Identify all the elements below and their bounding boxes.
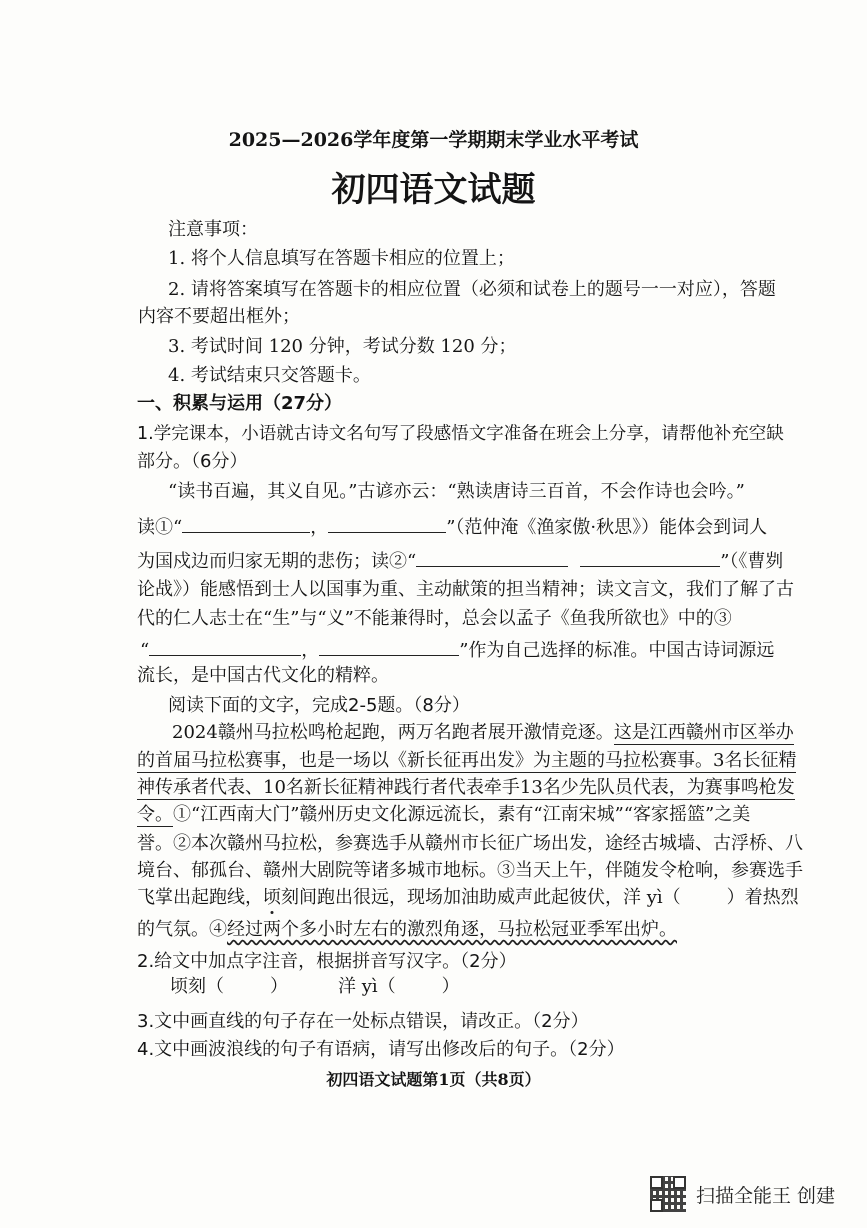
answer-blank[interactable] (328, 514, 446, 533)
passage-text: ， (310, 517, 329, 538)
scanner-watermark (650, 1176, 835, 1212)
qr-code-icon (650, 1176, 686, 1212)
dotted-character: 顷 (263, 887, 281, 908)
notice-heading: 注意事项： (168, 219, 258, 240)
notice-item: 4. 考试结束只交答题卡。 (168, 365, 371, 386)
straight-underline-text: 这是江西赣州市区举办 (613, 722, 794, 743)
reading-line: 誉。②本次赣州马拉松，参赛选手从赣州市长征广场出发，途经古城墙、古浮桥、八 (137, 833, 803, 854)
exam-header: 2025—2026学年度第一学期期末学业水平考试 (228, 129, 639, 151)
reading-text: 飞掌出起跑线， (137, 887, 263, 908)
question-3-stem: 3.文中画直线的句子存在一处标点错误，请改正。（2分） (137, 1011, 589, 1032)
fill-line-1 (137, 514, 767, 540)
wavy-underline-text: 经过两个多小时左右的激烈角逐，马拉松冠亚季军出炉。 (227, 919, 677, 940)
paren-close: ） (270, 976, 288, 997)
passage-text: 读①“ (137, 517, 183, 538)
pinyin-prompt: 顷刻（ (170, 976, 224, 997)
reading-line (137, 776, 795, 800)
passage-line: 代的仁人志士在“生”与“义”不能兼得时，总会以孟子《鱼我所欲也》中的③ (137, 608, 732, 629)
answer-blank[interactable] (319, 637, 459, 656)
reading-line (137, 803, 750, 827)
fill-line-2 (137, 548, 783, 574)
reading-text: ①“江西南大门”赣州历史文化源远流长，素有“江南宋城”“客家摇篮”之美 (173, 804, 751, 825)
hanzi-prompt: 洋 yì（ (338, 976, 396, 997)
notice-item: 3. 考试时间 120 分钟，考试分数 120 分； (168, 336, 517, 357)
straight-underline-text: 令。 (137, 804, 173, 825)
reading-text: ）着热烈 (726, 887, 799, 908)
passage-line: “读书百遍，其义自见。”古谚亦云：“熟读唐诗三百首，不会作诗也会吟。” (168, 481, 745, 502)
straight-underline-text: 神传承者代表、10名新长征精神践行者代表牵手13名少先队员代表，为赛事鸣枪发 (137, 777, 795, 798)
passage-text: “ (140, 640, 150, 661)
fill-line-3 (140, 637, 774, 663)
straight-underline-text: 的首届马拉松赛事，也是一场以《新长征再出发》为主题的马拉松赛事。3名长征精 (137, 750, 797, 771)
passage-line: 论战》）能感悟到士人以国事为重、主动献策的担当精神；读文言文，我们了解了古 (137, 579, 794, 600)
reading-line (137, 918, 677, 942)
answer-blank[interactable] (416, 548, 568, 567)
paren-close: ） (441, 976, 460, 997)
question-1-stem: 1.学完课本，小语就古诗文名句写了段感悟文字准备在班会上分享，请帮他补充空缺 (137, 424, 784, 444)
passage-text: ”（《曹刿 (720, 551, 784, 572)
question-2-stem: 2.给文中加点字注音，根据拼音写汉字。（2分） (137, 951, 517, 972)
reading-text: 的气氛。④ (137, 919, 227, 940)
page-footer: 初四语文试题第1页（共8页） (326, 1070, 541, 1089)
notice-item: 2. 请将答案填写在答题卡的相应位置（必须和试卷上的题号一一对应），答题 (168, 279, 776, 300)
passage-text: ， (301, 640, 320, 661)
passage-text: ”（范仲淹《渔家傲·秋思》）能体会到词人 (446, 517, 768, 538)
question-4-stem: 4.文中画波浪线的句子有语病，请写出修改后的句子。（2分） (137, 1039, 625, 1060)
exam-title: 初四语文试题 (331, 170, 536, 210)
reading-text: 2024赣州马拉松鸣枪起跑，两万名跑者展开激情竞逐。 (172, 722, 614, 743)
question-1-stem-cont: 部分。（6分） (137, 451, 248, 472)
reading-line (172, 721, 794, 745)
reading-text: 刻间跑出很远，现场加油助威声此起彼伏，洋 yì（ (281, 887, 681, 908)
answer-blank[interactable] (182, 514, 310, 533)
answer-blank[interactable] (580, 548, 720, 567)
reading-line: 境台、郁孤台、赣州大剧院等诸多城市地标。③当天上午，伴随发令枪响，参赛选手 (137, 860, 803, 881)
section-heading: 一、积累与运用（27分） (137, 393, 343, 414)
notice-item: 1. 将个人信息填写在答题卡相应的位置上； (168, 248, 515, 269)
reading-intro: 阅读下面的文字，完成2-5题。（8分） (168, 695, 470, 716)
question-2-answers (170, 975, 460, 999)
passage-text: ”作为自己选择的标准。中国古诗词源远 (459, 640, 775, 661)
answer-blank[interactable] (149, 637, 301, 656)
notice-item: 内容不要超出框外； (138, 306, 300, 327)
scanner-watermark-text: 扫描全能王 创建 (696, 1184, 836, 1207)
passage-text: 为国戍边而归家无期的悲伤；读②“ (137, 551, 417, 572)
passage-line: 流长，是中国古代文化的精粹。 (137, 665, 389, 686)
reading-line (137, 886, 799, 910)
reading-line (137, 749, 796, 773)
